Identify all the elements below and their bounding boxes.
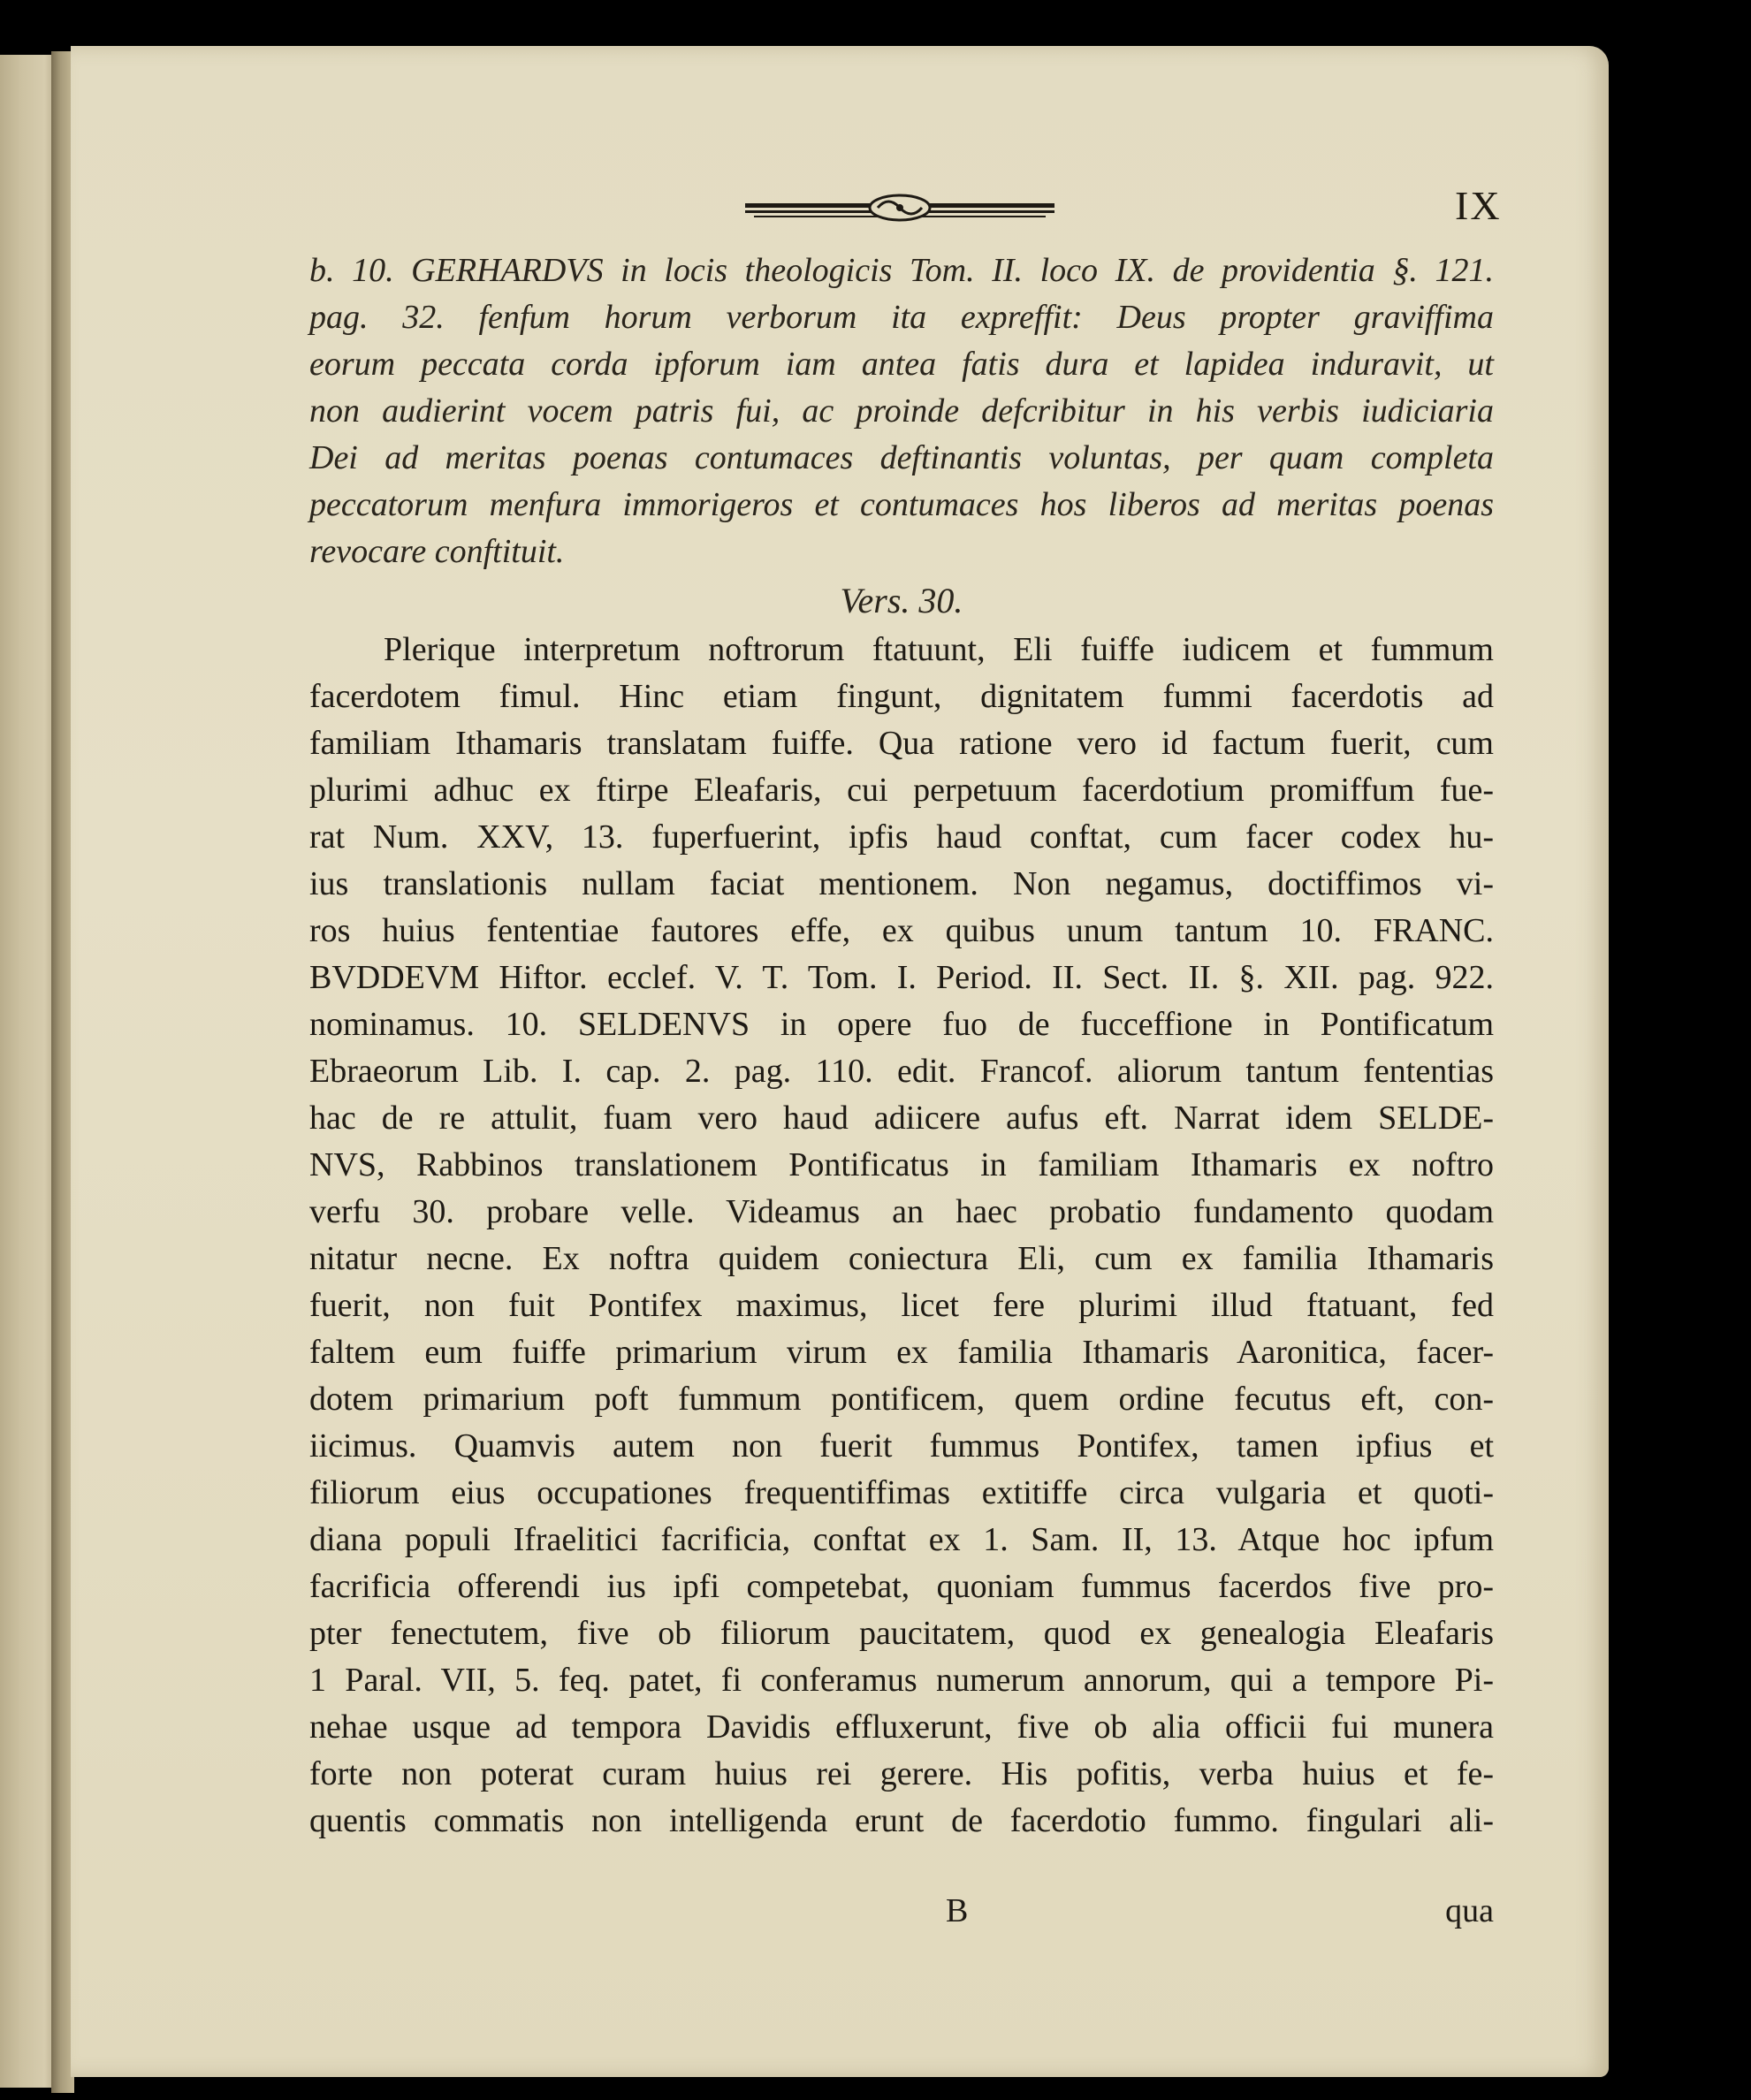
body-line: Ebraeorum Lib. I. cap. 2. pag. 110. edit. Francof. aliorum tantum fententias [309,1053,1494,1090]
body-line: forte non poterat curam huius rei gerere. His pofitis, verba huius et fe- [309,1755,1494,1792]
footnote-line: revocare conftituit. [309,533,565,570]
body-line: nominamus. 10. SELDENVS in opere fuo de fucceffione in Pontificatum [309,1006,1494,1043]
body-line: ius translationis nullam faciat mentionem. Non negamus, doctiffimos vi- [309,865,1494,902]
body-line: ros huius fententiae fautores effe, ex quibus unum tantum 10. FRANC. [309,912,1494,949]
page-footer [309,1891,1494,1944]
footnote-line: Dei ad meritas poenas contumaces deftinantis voluntas, per quam completa [309,439,1494,476]
body-line: 1 Paral. VII, 5. feq. patet, fi conferamus numerum annorum, qui a tempore Pi- [309,1662,1494,1699]
body-line: filiorum eius occupationes frequentiffimas extitiffe circa vulgaria et quoti- [309,1474,1494,1511]
catchword: qua [1445,1892,1494,1929]
body-line: faltem eum fuiffe primarium virum ex familia Ithamaris Aaronitica, facer- [309,1334,1494,1371]
footnote-line: peccatorum menfura immorigeros et contumaces hos liberos ad meritas poenas [309,486,1494,523]
body-line: plurimi adhuc ex ftirpe Eleafaris, cui perpetuum facerdotium promiffum fue- [309,772,1494,809]
footnote-line: pag. 32. fenfum horum verborum ita expreffit: Deus propter graviffima [309,299,1494,336]
printers-ornament-icon [745,193,1054,224]
footnote-block [309,247,1494,575]
body-line: Plerique interpretum noftrorum ftatuunt, Eli fuiffe iudicem et fummum [384,631,1494,668]
body-line: fuerit, non fuit Pontifex maximus, licet fere plurimi illud ftatuant, fed [309,1287,1494,1324]
body-paragraph [309,627,1494,1845]
body-line: pter fenectutem, five ob filiorum paucitatem, quod ex genealogia Eleafaris [309,1615,1494,1652]
body-line: facerdotem fimul. Hinc etiam fingunt, dignitatem fummi facerdotis ad [309,678,1494,715]
body-line: dotem primarium poft fummum pontificem, quem ordine fecutus eft, con- [309,1381,1494,1418]
body-line: quentis commatis non intelligenda erunt de facerdotio fummo. fingulari ali- [309,1802,1494,1839]
body-line: facrificia offerendi ius ipfi competebat, quoniam fummus facerdos five pro- [309,1568,1494,1605]
page-number: IX [1455,183,1502,228]
body-line: nehae usque ad tempora Davidis effluxerunt, five ob alia officii fui munera [309,1708,1494,1746]
footnote-line: non audierint vocem patris fui, ac proinde defcribitur in his verbis iudiciaria [309,392,1494,430]
body-line: verfu 30. probare velle. Videamus an haec probatio fundamento quodam [309,1193,1494,1230]
signature-mark: B [946,1892,969,1929]
page-text [309,247,1494,1845]
body-line: NVS, Rabbinos translationem Pontificatus in familiam Ithamaris ex noftro [309,1146,1494,1183]
body-line: hac de re attulit, fuam vero haud adiicere aufus eft. Narrat idem SELDE- [309,1099,1494,1137]
footnote-line: b. 10. GERHARDVS in locis theologicis Tom. II. loco IX. de providentia §. 121. [309,252,1494,289]
section-heading: Vers. 30. [840,581,963,620]
body-line: BVDDEVM Hiftor. ecclef. V. T. Tom. I. Period. II. Sect. II. §. XII. pag. 922. [309,959,1494,996]
body-line: rat Num. XXV, 13. fuperfuerint, ipfis haud conftat, cum facer codex hu- [309,818,1494,856]
body-line: nitatur necne. Ex noftra quidem coniectura Eli, cum ex familia Ithamaris [309,1240,1494,1277]
body-line: iicimus. Quamvis autem non fuerit fummus Pontifex, tamen ipfius et [309,1427,1494,1465]
footnote-line: eorum peccata corda ipforum iam antea fatis dura et lapidea induravit, ut [309,346,1494,383]
body-line: familiam Ithamaris translatam fuiffe. Qua ratione vero id factum fuerit, cum [309,725,1494,762]
body-line: diana populi Ifraelitici facrificia, conftat ex 1. Sam. II, 13. Atque hoc ipfum [309,1521,1494,1558]
